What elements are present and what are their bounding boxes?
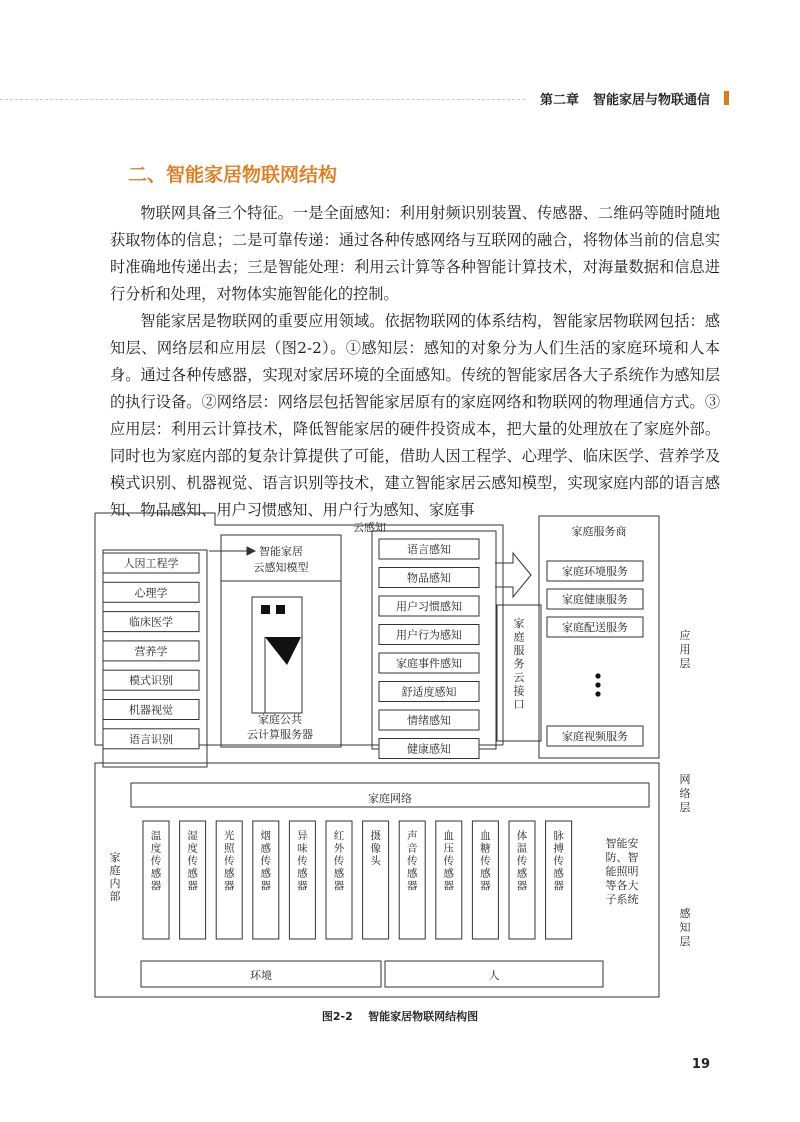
discipline-label: 心理学 [134,586,168,600]
interface-label: 家庭服务云接口 [513,617,525,711]
service-label: 家庭视频服务 [562,730,628,743]
smart-systems-line: 等各大 [605,879,639,892]
sensor-label: 摄像头 [370,830,381,867]
service-label: 家庭配送服务 [562,621,628,634]
network-layer-label: 网络层 [679,773,691,814]
perception-label: 舒适度感知 [401,685,457,699]
application-layer-label: 应用层 [679,629,691,670]
server-icon [252,597,302,713]
body-text [110,200,720,524]
more-services-dots [595,673,600,696]
sensor-label: 烟感传感器 [260,830,272,892]
home-inside-label: 家庭内部 [109,851,121,903]
perception-layer-label: 感知层 [679,907,691,948]
smart-systems-line: 防、智 [605,851,639,864]
discipline-label: 模式识别 [129,674,173,688]
chapter-title: 智能家居与物联通信 [593,92,711,108]
sensor-label: 声音传感器 [406,830,418,892]
cloud-to-service-arrow [495,553,531,597]
discipline-label: 营养学 [134,644,168,658]
services-title: 家庭服务商 [571,525,627,538]
service-label: 家庭环境服务 [562,565,628,578]
smart-systems-line: 智能安 [605,837,639,850]
cloud-label: 云感知 [353,521,386,534]
page-number: 19 [691,1057,710,1072]
sensor-label: 光照传感器 [223,830,235,892]
discipline-label: 机器视觉 [129,703,173,717]
paragraph-1: 物联网具备三个特征。一是全面感知：利用射频识别装置、传感器、二维码等随时随地获取物体的信息；二是可靠传递：通过各种传感网络与互联网的融合，将物体当前的信息实时准确地传递出去；三是智能处理：利用云计算等各种智能计算技术，对海量数据和信息进行分析和处理，对物体实施智能化的控制。 [110,204,720,303]
discipline-label: 临床医学 [129,615,173,629]
model-label-line1: 智能家居 [259,545,303,558]
perception-label: 情绪感知 [407,714,451,727]
sensor-label: 脉搏传感器 [553,830,564,892]
section-title: 二、智能家居物联网结构 [128,164,338,186]
chapter-number: 第二章 [540,92,580,108]
architecture-diagram [95,513,705,1001]
perception-label: 语言感知 [407,543,451,556]
discipline-label: 语言识别 [129,732,173,746]
environment-label: 环境 [250,969,272,982]
perception-label: 用户行为感知 [396,628,462,642]
sensor-label: 体温传感器 [516,830,528,892]
figure-iot-architecture [95,513,705,1005]
running-head [540,89,729,107]
sensor-label: 湿度传感器 [187,830,198,892]
perception-label: 物品感知 [407,571,451,585]
sensor-label: 血压传感器 [443,830,455,892]
figure-caption [0,1008,800,1024]
server-label-line2: 云计算服务器 [247,728,313,741]
caption-number: 图2-2 [321,1010,353,1023]
sensor-label: 温度传感器 [150,830,162,892]
model-label-line2: 云感知模型 [253,561,309,574]
perception-label: 用户习惯感知 [396,600,462,613]
service-label: 家庭健康服务 [562,593,628,606]
discipline-label: 人因工程学 [123,557,179,570]
paragraph-2: 智能家居是物联网的重要应用领域。依据物联网的体系结构，智能家居物联网包括：感知层、网络层和应用层（图2-2）。①感知层：感知的对象分为人们生活的家庭环境和人本身。通过各种传感器，实现对家居环境的全面感知。传统的智能家居各大子系统作为感知层的执行设备。②网络层：网络层包括智能家居原有的家庭网络和物联网的物理通信方式。③应用层：利用云计算技术，降低智能家居的硬件投资成本，把大量的处理放在了家庭外部。同时也为家庭内部的复杂计算提供了可能，借助人因工程学、心理学、临床医学、营养学及模式识别、机器视觉、语言识别等技术，建立智能家居云感知模型，实现家庭内部的语言感知、物品感知、用户习惯感知、用户行为感知、家庭事 [110,312,720,519]
sensor-label: 血糖传感器 [480,830,491,892]
perception-label: 健康感知 [407,742,451,756]
smart-systems-line: 子系统 [605,893,639,906]
smart-systems-line: 能照明 [605,865,639,878]
header-rule [0,99,525,100]
home-network-label: 家庭网络 [368,792,412,805]
discipline-arrow-head [247,547,255,555]
caption-title: 智能家居物联网结构图 [368,1010,479,1023]
person-label: 人 [488,969,500,982]
model-box [221,535,341,581]
server-label-line1: 家庭公共 [258,713,302,726]
header-accent-bar [724,91,729,105]
sensor-label: 红外传感器 [333,830,345,892]
perception-label: 家庭事件感知 [396,657,462,670]
sensor-label: 异味传感器 [297,830,308,892]
